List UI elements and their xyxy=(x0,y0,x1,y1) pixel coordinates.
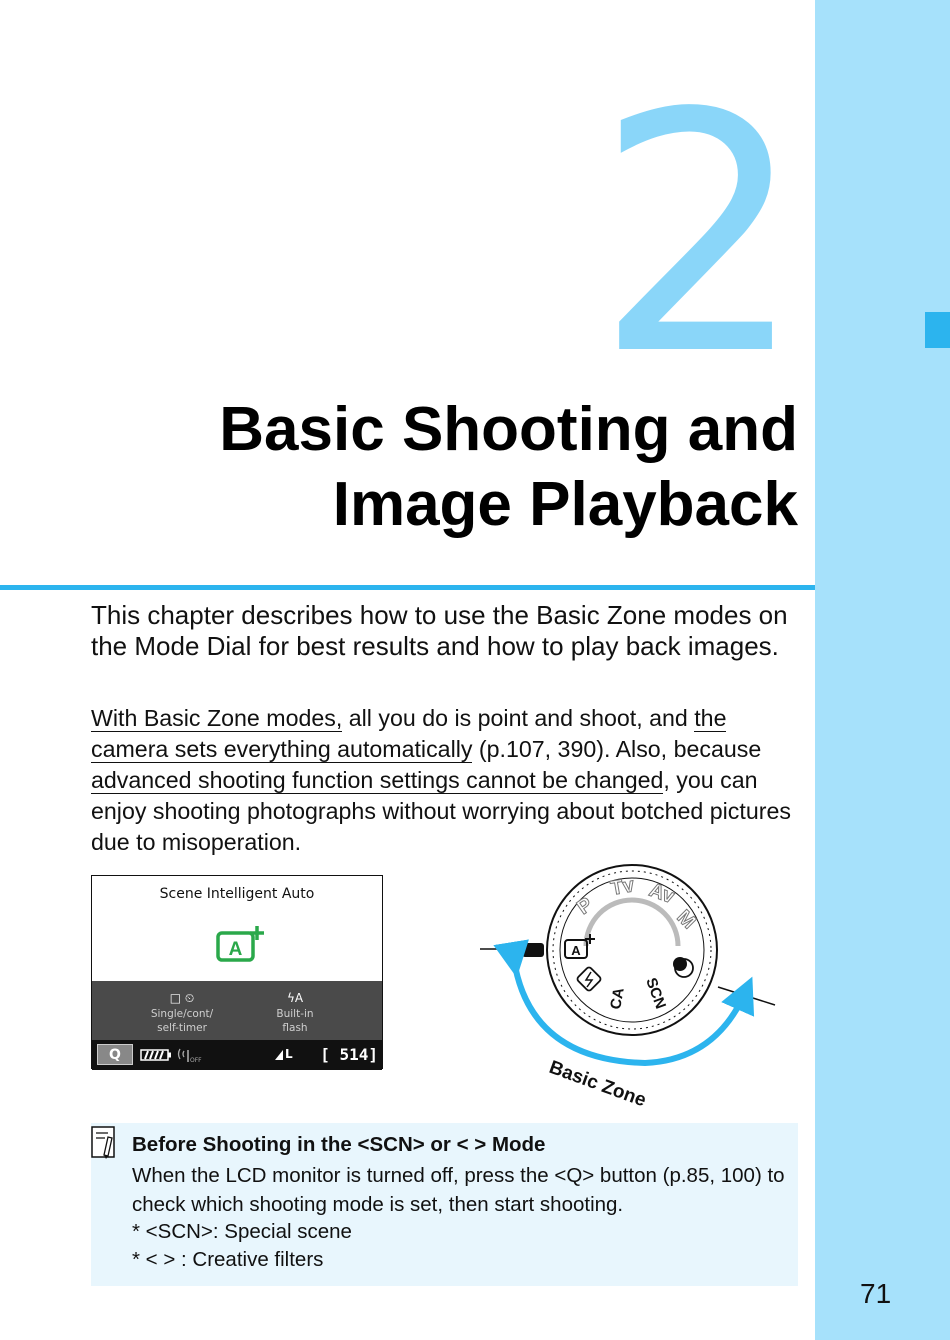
note-text: When the LCD monitor is turned off, press the <Q> button (p.85, 100) to check which shooting mode is set, then start shooting. xyxy=(132,1164,785,1216)
drive-label-2: self-timer xyxy=(157,1022,207,1034)
section-rule xyxy=(0,585,815,590)
flash-label-2: flash xyxy=(282,1022,308,1034)
basic-zone-label: Basic Zone xyxy=(546,1056,649,1112)
dial-index-mark xyxy=(522,943,544,957)
chapter-title xyxy=(150,392,798,542)
note-item-special-scene: * <SCN>: Special scene xyxy=(132,1220,352,1243)
lcd-mode-title: Scene Intelligent Auto xyxy=(159,886,315,902)
underlined-phrase: advanced shooting function settings cannot be changed xyxy=(91,767,664,793)
memo-icon xyxy=(91,1125,119,1161)
side-strip xyxy=(815,0,950,1340)
chapter-tab-marker xyxy=(925,312,950,348)
body-text: , you can enjoy shooting photographs without worrying about botched pictures due to misoperation. xyxy=(91,767,791,855)
svg-text:A: A xyxy=(571,943,581,958)
note-heading: Before Shooting in the <SCN> or < > Mode xyxy=(132,1133,546,1156)
drive-mode-icon: □ ⏲ xyxy=(169,991,195,1005)
dial-mode-ca: CA xyxy=(607,986,628,1011)
underlined-phrase: the camera sets everything automatically xyxy=(91,705,727,762)
lcd-status-bar xyxy=(92,1040,382,1070)
image-quality: L xyxy=(285,1047,293,1061)
svg-text:OFF: OFF xyxy=(190,1057,202,1064)
mode-dial-illustration xyxy=(470,860,790,1110)
quality-icon xyxy=(274,1049,284,1061)
svg-text:A: A xyxy=(228,939,243,960)
drive-label-1: Single/cont/ xyxy=(150,1008,214,1020)
dial-mode-tv: Tv xyxy=(609,874,636,900)
dial-mode-m: M xyxy=(672,905,700,934)
body-paragraph xyxy=(91,703,803,858)
wifi-off-icon xyxy=(176,1046,200,1064)
note-box xyxy=(91,1123,798,1286)
flash-icon: ϟA xyxy=(286,991,304,1005)
chapter-title-line1: Basic Shooting and xyxy=(219,395,798,464)
dial-mode-av: Av xyxy=(646,879,678,909)
shots-remaining: [ 514] xyxy=(320,1045,378,1064)
dial-mode-p: P xyxy=(573,893,597,920)
underlined-phrase: With Basic Zone modes, xyxy=(91,705,343,731)
quick-control-button: Q xyxy=(97,1044,133,1065)
battery-icon xyxy=(140,1049,172,1061)
note-item-creative-filters: * < > : Creative filters xyxy=(132,1248,324,1271)
page-number: 71 xyxy=(860,1278,892,1309)
dial-mode-scn: SCN xyxy=(642,975,670,1012)
flash-setting xyxy=(245,989,345,1035)
body-text: (p.107, 390). Also, because xyxy=(472,736,762,762)
intro-paragraph: This chapter describes how to use the Basic Zone modes on the Mode Dial for best results and how to play back images. xyxy=(91,600,788,661)
lcd-screen-illustration xyxy=(91,875,383,1069)
mode-dial xyxy=(547,865,717,1035)
chapter-number: 2 xyxy=(595,43,805,427)
scene-intelligent-auto-icon xyxy=(215,924,267,964)
lcd-settings-panel xyxy=(92,981,382,1040)
chapter-title-line2: Image Playback xyxy=(332,470,798,539)
body-text: all you do is point and shoot, and xyxy=(342,705,695,731)
flash-label-1: Built-in xyxy=(276,1008,314,1020)
drive-mode-setting xyxy=(132,989,232,1035)
